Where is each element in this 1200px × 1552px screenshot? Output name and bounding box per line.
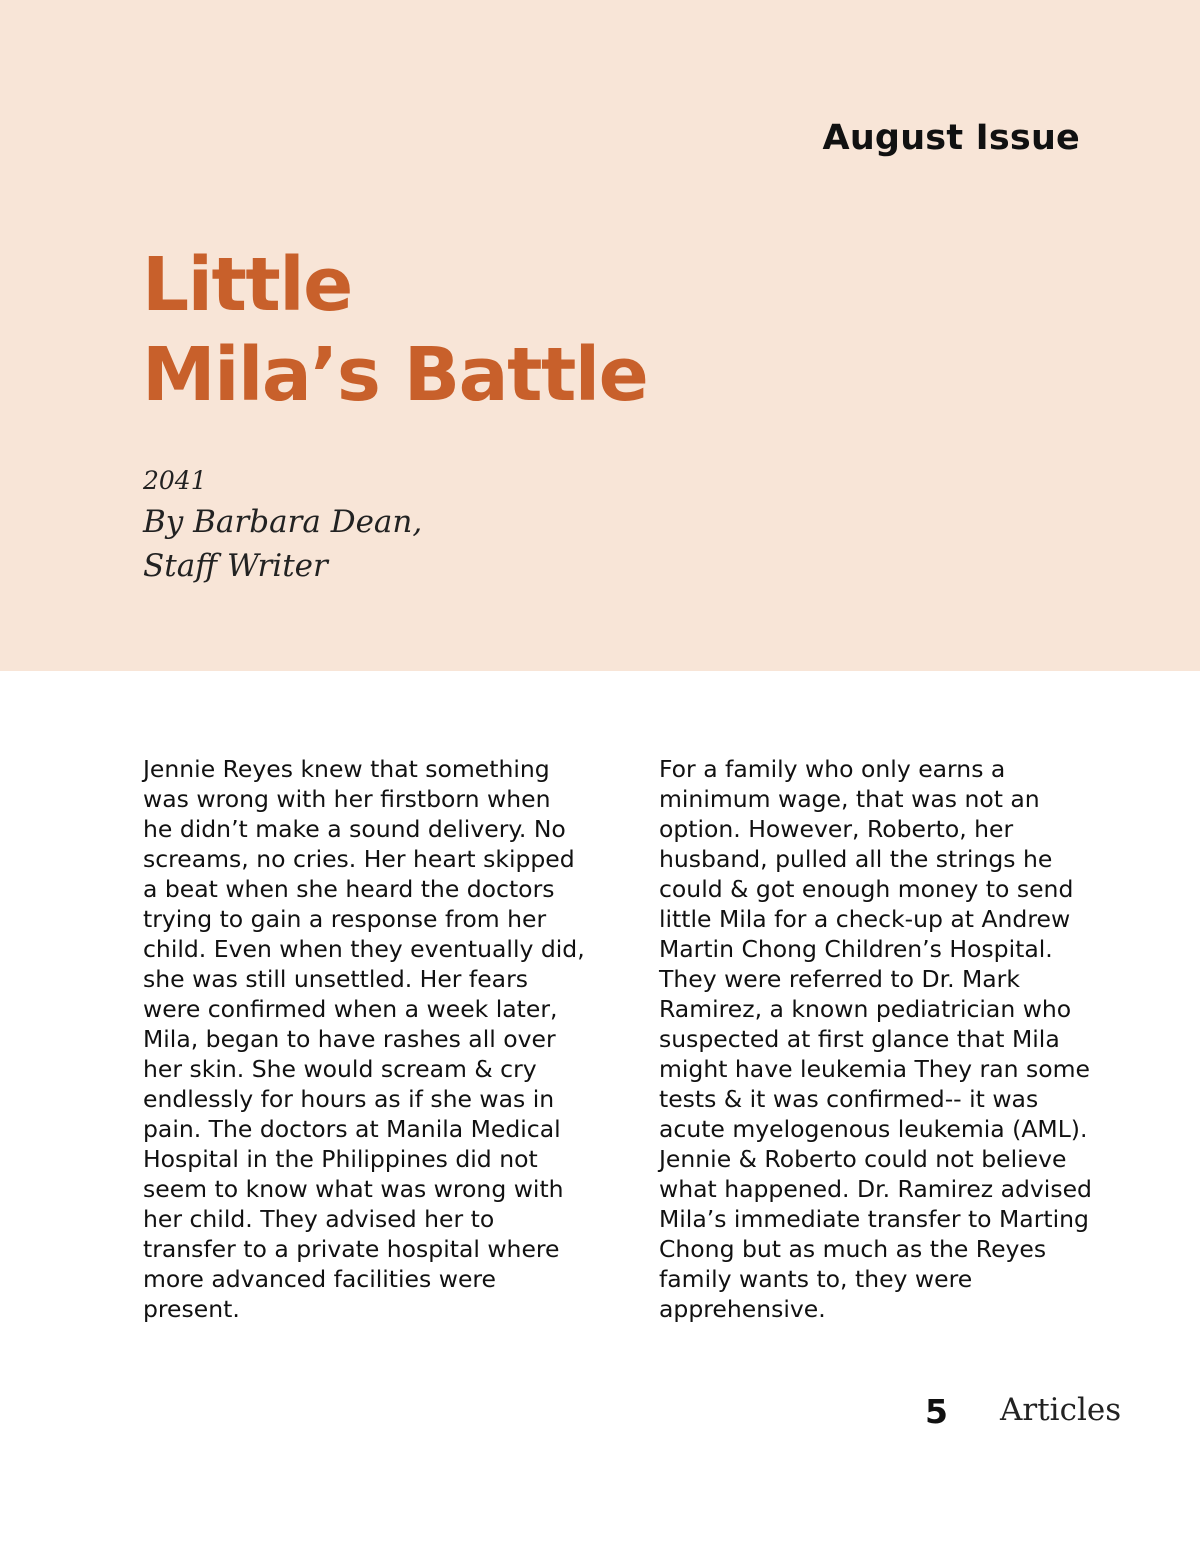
text-line: endlessly for hours as if she was in (143, 1085, 555, 1113)
text-line: For a family who only earns a (659, 755, 1006, 783)
section-label: Articles (1000, 1392, 1122, 1428)
text-line: Martin Chong Children’s Hospital. (659, 935, 1053, 963)
article-column-left (143, 754, 585, 1324)
text-line: tests & it was confirmed-- it was (659, 1085, 1039, 1113)
text-line: was wrong with her firstborn when (143, 785, 551, 813)
text-line: husband, pulled all the strings he (659, 845, 1053, 873)
page-number: 5 (925, 1392, 948, 1431)
text-line: Ramirez, a known pediatrician who (659, 995, 1072, 1023)
issue-label: August Issue (822, 118, 1080, 158)
text-line: family wants to, they were (659, 1265, 973, 1293)
text-line: apprehensive. (659, 1295, 826, 1323)
text-line: Hospital in the Philippines did not (143, 1145, 538, 1173)
text-line: They were referred to Dr. Mark (659, 965, 1020, 993)
text-line: her skin. She would scream & cry (143, 1055, 537, 1083)
article-title (142, 240, 647, 420)
text-line: her child. They advised her to (143, 1205, 495, 1233)
text-line: little Mila for a check-up at Andrew (659, 905, 1071, 933)
article-year: 2041 (143, 466, 207, 495)
text-line: present. (143, 1295, 240, 1323)
text-line: Mila, began to have rashes all over (143, 1025, 556, 1053)
text-line: pain. The doctors at Manila Medical (143, 1115, 561, 1143)
article-meta (143, 462, 422, 588)
byline-author: By Barbara Dean, (143, 504, 423, 540)
text-line: Chong but as much as the Reyes (659, 1235, 1047, 1263)
text-line: she was still unsettled. Her fears (143, 965, 528, 993)
text-line: minimum wage, that was not an (659, 785, 1040, 813)
text-line: could & got enough money to send (659, 875, 1074, 903)
text-line: screams, no cries. Her heart skipped (143, 845, 575, 873)
text-line: Jennie Reyes knew that something (143, 755, 550, 783)
text-line: what happened. Dr. Ramirez advised (659, 1175, 1092, 1203)
text-line: seem to know what was wrong with (143, 1175, 564, 1203)
text-line: option. However, Roberto, her (659, 815, 1014, 843)
text-line: Mila’s immediate transfer to Marting (659, 1205, 1089, 1233)
text-line: a beat when she heard the doctors (143, 875, 555, 903)
text-line: trying to gain a response from her (143, 905, 547, 933)
text-line: acute myelogenous leukemia (AML). (659, 1115, 1088, 1143)
title-line-1: Little (142, 242, 352, 328)
article-column-right (659, 754, 1092, 1324)
text-line: transfer to a private hospital where (143, 1235, 560, 1263)
text-line: might have leukemia They ran some (659, 1055, 1090, 1083)
text-line: more advanced facilities were (143, 1265, 497, 1293)
byline-role: Staff Writer (143, 548, 328, 584)
text-line: Jennie & Roberto could not believe (659, 1145, 1067, 1173)
text-line: child. Even when they eventually did, (143, 935, 585, 963)
text-line: he didn’t make a sound delivery. No (143, 815, 566, 843)
text-line: suspected at first glance that Mila (659, 1025, 1060, 1053)
title-line-2: Mila’s Battle (142, 332, 648, 418)
text-line: were confirmed when a week later, (143, 995, 558, 1023)
